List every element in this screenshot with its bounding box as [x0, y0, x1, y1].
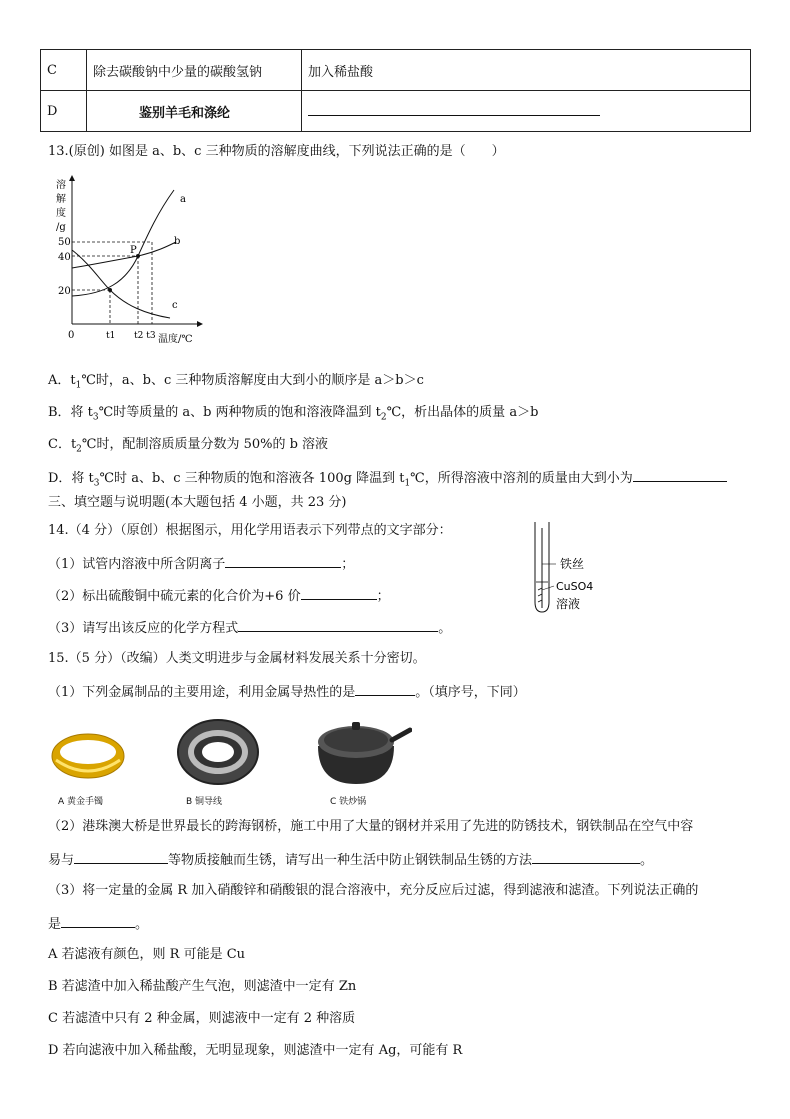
answer-blank: [532, 850, 640, 864]
q14-stem: 14.（4 分）（原创）根据图示，用化学用语表示下列带点的文字部分：: [48, 523, 452, 538]
copper-wire-icon: [172, 714, 264, 790]
xtick-label: t2 t3: [134, 331, 156, 341]
q15-part1: （1）下列金属制品的主要用途，利用金属导热性的是 。（填序号，下同）: [48, 682, 526, 702]
row-task: 除去碳酸钠中少量的碳酸氢钠: [87, 50, 302, 91]
q14-item-2: （2）标出硫酸铜中硫元素的化合价为+6 价 ；: [48, 586, 390, 606]
image-caption: A 黄金手镯: [58, 797, 104, 807]
q15-part3-line1: （3）将一定量的金属 R 加入硝酸锌和硝酸银的混合溶液中，充分反应后过滤，得到滤液和滤渣。下列说法正确的: [48, 883, 699, 898]
ylabel-char: 溶: [56, 180, 66, 191]
curve-a: [72, 190, 174, 296]
ylabel-char: /g: [56, 222, 66, 233]
row-method: 加入稀盐酸: [302, 50, 751, 91]
row-task: 鉴别羊毛和涤纶: [87, 91, 302, 132]
solution-label: 溶液: [556, 597, 581, 611]
image-caption: B 铜导线: [186, 797, 223, 807]
row-method: [302, 91, 751, 132]
intersection-point: [108, 288, 112, 292]
q15-choice-a: A 若滤液有颜色，则 R 可能是 Cu: [48, 947, 246, 962]
answer-blank: [74, 850, 168, 864]
answer-blank: [355, 682, 415, 696]
table-row: [41, 50, 751, 91]
curve-label-b: b: [174, 236, 181, 247]
ytick-label: 40: [58, 252, 71, 263]
q15-part2-line2: 易与 等物质接触而生锈，请写出一种生活中防止钢铁制品生锈的方法 。: [48, 850, 653, 870]
q15-part3-line2: 是 。: [48, 914, 148, 934]
q13-option-d: D．将 $t_3℃$时 a、b、c 三种物质的饱和溶液各 100g 降温到 $t_1℃$，所得溶液中溶剂的质量由大到小为: [48, 468, 727, 493]
q13-stem: 13.(原创) 如图是 a、b、c 三种物质的溶解度曲线，下列说法正确的是（ ）: [48, 144, 505, 159]
answer-blank: [225, 554, 341, 568]
ytick-label: 20: [58, 286, 71, 297]
answer-blank: [238, 618, 438, 632]
q15-choice-c: C 若滤渣中只有 2 种金属，则滤液中一定有 2 种溶质: [48, 1011, 356, 1026]
curve-label-c: c: [172, 300, 178, 311]
row-letter: C: [41, 50, 87, 91]
solubility-graph: [46, 172, 216, 352]
q13-option-a: A．$t_1℃$时，a、b、c 三种物质溶解度由大到小的顺序是 a＞b＞c: [48, 373, 424, 391]
q15-choice-d: D 若向滤液中加入稀盐酸，无明显现象，则滤渣中一定有 Ag，可能有 R: [48, 1043, 463, 1058]
answer-blank: [308, 102, 600, 116]
q15-stem: 15.（5 分）（改编）人类文明进步与金属材料发展关系十分密切。: [48, 651, 426, 666]
ylabel-char: 解: [56, 194, 66, 205]
xtick-label: t1: [106, 331, 116, 341]
q13-option-c: C．$t_2℃$时，配制溶质质量分数为 50%的 b 溶液: [48, 437, 329, 455]
xlabel: 温度/℃: [158, 334, 193, 345]
q14-item-3: （3）请写出该反应的化学方程式 。: [48, 618, 451, 638]
iron-wok-icon: [312, 712, 412, 788]
curve-label-a: a: [180, 194, 186, 205]
test-tube-figure: [528, 520, 608, 616]
answer-blank: [633, 468, 727, 482]
answer-blank: [61, 914, 135, 928]
curve-c: [72, 250, 170, 318]
q14-item-1: （1）试管内溶液中所含阴离子 ；: [48, 554, 354, 574]
q13-option-b: B．将 $t_3℃$时等质量的 a、b 两种物质的饱和溶液降温到 $t_2℃$，析出晶体的质量 a＞b: [48, 405, 539, 423]
wire-label: 铁丝: [560, 557, 585, 571]
table-row: [41, 91, 751, 132]
section-heading: 三、填空题与说明题(本大题包括 4 小题，共 23 分): [48, 495, 347, 510]
gold-bracelet-icon: [48, 726, 128, 786]
solution-label: CuSO4: [556, 580, 594, 593]
q15-part2-line1: （2）港珠澳大桥是世界最长的跨海钢桥，施工中用了大量的钢材并采用了先进的防锈技术，钢铁制品在空气中容: [48, 819, 694, 834]
image-caption: C 铁炒锅: [330, 797, 367, 807]
ytick-label: 50: [58, 237, 71, 248]
point-label-p: P: [130, 245, 137, 256]
answer-blank: [301, 586, 377, 600]
origin-label: 0: [68, 330, 75, 341]
row-letter: D: [41, 91, 87, 132]
q15-choice-b: B 若滤渣中加入稀盐酸产生气泡，则滤渣中一定有 Zn: [48, 979, 357, 994]
ylabel-char: 度: [56, 208, 66, 219]
experiment-table: [40, 49, 751, 132]
